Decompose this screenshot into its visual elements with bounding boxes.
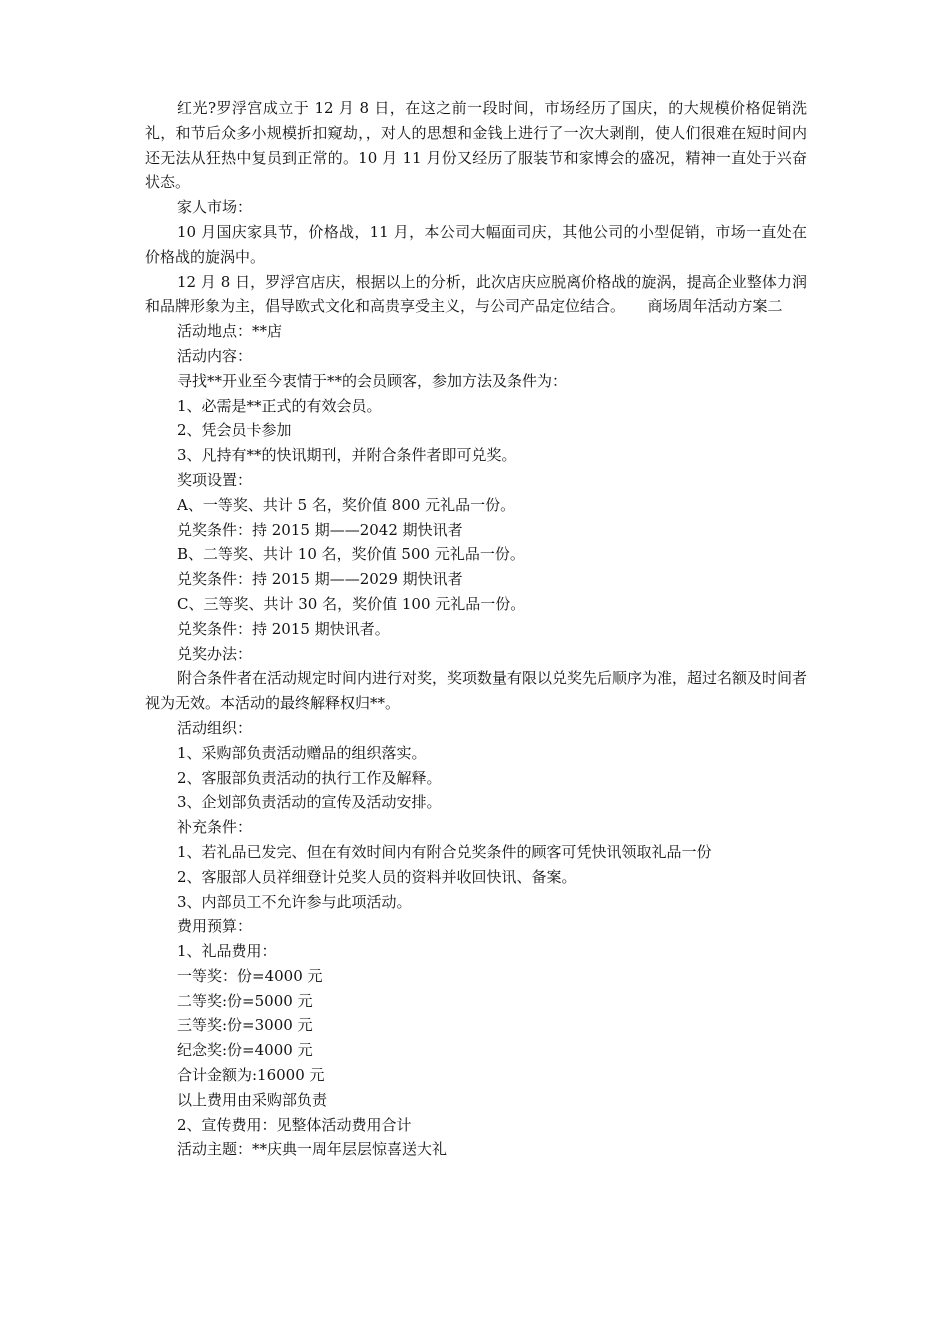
- budget-souvenir-prize: 纪念奖:份=4000 元: [177, 1041, 313, 1060]
- heading-market: 家人市场：: [177, 198, 253, 217]
- supplement-item-2: 2、客服部人员祥细登计兑奖人员的资料并收回快讯、备案。: [177, 867, 577, 886]
- prize-second: B、二等奖、共计 10 名，奖价值 500 元礼品一份。: [177, 545, 525, 564]
- redeem-method-text: 附合条件者在活动规定时间内进行对奖，奖项数量有限以兑奖先后顺序为准，超过名额及时间者视为无效。本活动的最终解释权归**。: [145, 669, 808, 713]
- budget-third-prize: 三等奖:份=3000 元: [177, 1016, 313, 1035]
- condition-item-2: 2、凭会员卡参加: [177, 421, 292, 440]
- budget-gift-heading: 1、礼品费用：: [177, 942, 277, 961]
- redeem-method-heading: 兑奖办法：: [177, 644, 253, 663]
- activity-theme: 活动主题：**庆典一周年层层惊喜送大礼: [177, 1140, 448, 1159]
- organization-item-3: 3、企划部负责活动的宣传及活动安排。: [177, 793, 442, 812]
- organization-item-1: 1、采购部负责活动赠品的组织落实。: [177, 743, 427, 762]
- supplement-item-3: 3、内部员工不允许参与此项活动。: [177, 892, 412, 911]
- budget-second-prize: 二等奖:份=5000 元: [177, 991, 313, 1010]
- paragraph-anniversary: 12 月 8 日，罗浮宫店庆，根据以上的分析，此次店庆应脱离价格战的旋涡，提高企业整体力润和品牌形象为主，倡导欧式文化和高贵享受主义，与公司产品定位结合。 商场周年活动方案二: [145, 272, 807, 316]
- budget-responsibility: 以上费用由采购部负责: [177, 1090, 328, 1109]
- activity-content-heading: 活动内容：: [177, 346, 253, 365]
- budget-first-prize: 一等奖：份=4000 元: [177, 966, 323, 985]
- supplement-heading: 补充条件：: [177, 818, 253, 837]
- prize-third-condition: 兑奖条件：持 2015 期快讯者。: [177, 619, 390, 638]
- activity-location: 活动地点：**店: [177, 322, 283, 341]
- paragraph-market: 10 月国庆家具节，价格战，11 月，本公司大幅面司庆，其他公司的小型促销，市场一直处在价格战的旋涡中。: [145, 222, 807, 266]
- prize-first-condition: 兑奖条件：持 2015 期——2042 期快讯者: [177, 520, 463, 539]
- condition-item-3: 3、凡持有**的快讯期刊，并附合条件者即可兑奖。: [177, 446, 517, 465]
- document-page: [145, 96, 807, 1162]
- activity-content-text: 寻找**开业至今衷情于**的会员顾客，参加方法及条件为：: [177, 371, 568, 390]
- prize-first: A、一等奖、共计 5 名，奖价值 800 元礼品一份。: [177, 495, 516, 514]
- prize-second-condition: 兑奖条件：持 2015 期——2029 期快讯者: [177, 570, 463, 589]
- paragraph-intro: 红光?罗浮宫成立于 12 月 8 日，在这之前一段时间，市场经历了国庆，的大规模价格促销洗礼，和节后众多小规模折扣窥劫，，对人的思想和金钱上进行了一次大剥削，使人们很难在短时间内还无法从狂热中复员到正常的。10 月 11 月份又经历了服装节和家博会的盛况，精神一直处于兴奋状态。: [145, 99, 807, 192]
- budget-total: 合计金额为:16000 元: [177, 1066, 325, 1085]
- budget-promotion: 2、宣传费用：见整体活动费用合计: [177, 1115, 412, 1134]
- organization-item-2: 2、客服部负责活动的执行工作及解释。: [177, 768, 442, 787]
- organization-heading: 活动组织：: [177, 718, 253, 737]
- supplement-item-1: 1、若礼品已发完、但在有效时间内有附合兑奖条件的顾客可凭快讯领取礼品一份: [177, 842, 712, 861]
- prize-third: C、三等奖、共计 30 名，奖价值 100 元礼品一份。: [177, 594, 526, 613]
- prize-settings-heading: 奖项设置：: [177, 470, 253, 489]
- condition-item-1: 1、必需是**正式的有效会员。: [177, 396, 382, 415]
- budget-heading: 费用预算：: [177, 917, 253, 936]
